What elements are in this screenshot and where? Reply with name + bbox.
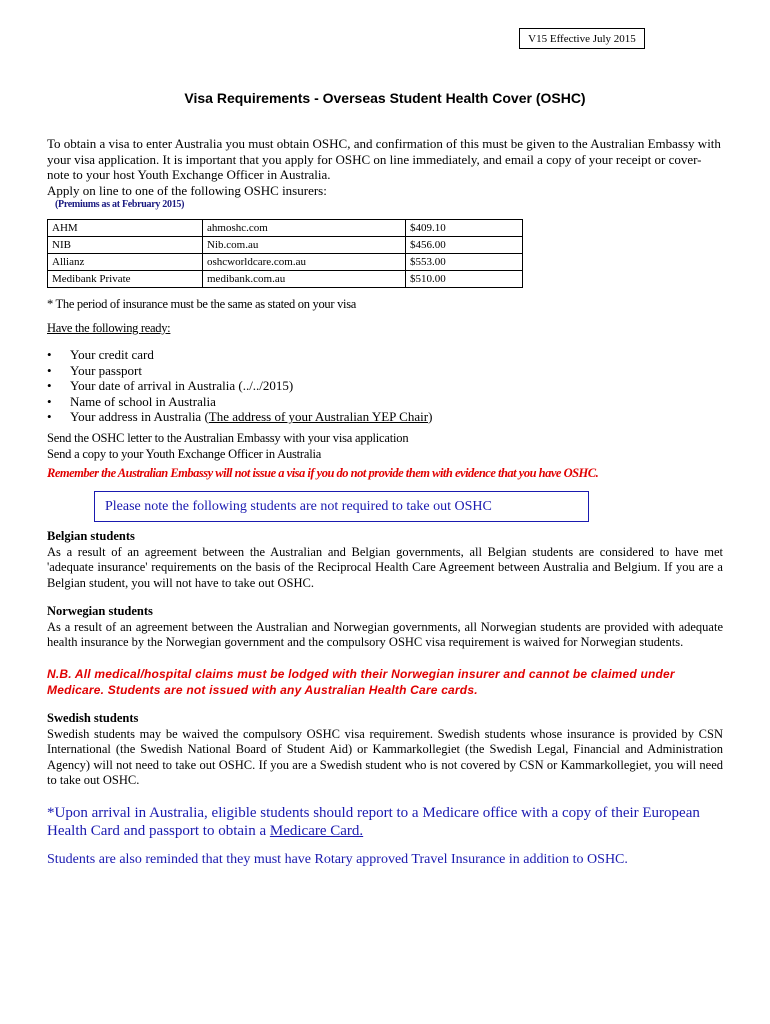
table-row <box>48 254 523 271</box>
insurer-price: $409.10 <box>406 220 523 237</box>
table-row <box>48 237 523 254</box>
upon-arrival-text: *Upon arrival in Australia, eligible students should report to a Medicare office with a copy of their European Health Card and passport to obtain a <box>47 805 700 839</box>
norwegian-text: As a result of an agreement between the Australian and Norwegian governments, all Norwegian students are provided with adequate health insurance by the Norwegian government and the compulsory OSHC visa requirement is waived for Norwegian students. <box>47 619 723 650</box>
swedish-heading: Swedish students <box>47 711 139 725</box>
belgian-section <box>47 529 723 591</box>
list-item <box>47 378 432 394</box>
insurer-name: Allianz <box>48 254 203 271</box>
insurer-site[interactable]: ahmoshc.com <box>203 220 406 237</box>
send-instructions <box>47 431 408 462</box>
page-title: Visa Requirements - Overseas Student Health Cover (OSHC) <box>184 90 586 106</box>
period-note: * The period of insurance must be the same as stated on your visa <box>47 297 357 311</box>
intro-paragraph: To obtain a visa to enter Australia you must obtain OSHC, and confirmation of this must be given to the Australian Embassy with your visa application. It is important that you apply for OSHC on line immediately, and email a copy of your receipt or cover-note to your host Youth Exchange Officer in Australia. <box>47 136 721 182</box>
norwegian-section <box>47 604 723 651</box>
yep-chair-address-link[interactable]: The address of your Australian YEP Chair <box>208 409 429 425</box>
norwegian-heading: Norwegian students <box>47 604 153 618</box>
insurer-price: $553.00 <box>406 254 523 271</box>
table-row <box>48 220 523 237</box>
insurer-price: $456.00 <box>406 237 523 254</box>
ready-list <box>47 347 432 425</box>
bullet-icon: • <box>47 378 52 394</box>
have-ready-heading: Have the following ready: <box>47 321 171 335</box>
list-item-text: ) <box>428 409 433 425</box>
insurer-site[interactable]: oshcworldcare.com.au <box>203 254 406 271</box>
insurers-table <box>47 219 523 288</box>
list-item-text: Your address in Australia ( <box>70 409 209 425</box>
upon-arrival-note <box>47 804 737 840</box>
bullet-icon: • <box>47 393 52 409</box>
insurer-name: Medibank Private <box>48 271 203 288</box>
belgian-heading: Belgian students <box>47 529 135 543</box>
insurer-price: $510.00 <box>406 271 523 288</box>
swedish-section <box>47 711 723 789</box>
bullet-icon: • <box>47 362 52 378</box>
travel-insurance-reminder: Students are also reminded that they must have Rotary approved Travel Insurance in addition to OSHC. <box>47 852 628 867</box>
medicare-card-link[interactable]: Medicare Card. <box>269 823 364 839</box>
exemption-notice-box: Please note the following students are not required to take out OSHC <box>94 491 589 522</box>
list-item-text: Your passport <box>70 362 142 378</box>
list-item <box>47 347 432 363</box>
bullet-icon: • <box>47 347 52 362</box>
table-row <box>48 271 523 288</box>
insurer-site[interactable]: Nib.com.au <box>203 237 406 254</box>
insurer-name: AHM <box>48 220 203 237</box>
premiums-note: (Premiums as at February 2015) <box>55 199 185 210</box>
send-line-embassy: Send the OSHC letter to the Australian Embassy with your visa application <box>47 431 409 445</box>
list-item-text: Your date of arrival in Australia (../../2015) <box>70 378 294 394</box>
intro-section <box>47 136 723 212</box>
belgian-text: As a result of an agreement between the Australian and Belgian governments, all Belgian students are considered to have met 'adequate insurance' requirements on the basis of the Reciprocal Health Care Agreement between Australia and Belgium. If you are a Belgian student, you will not have to take out OSHC. <box>47 544 723 590</box>
apply-line: Apply on line to one of the following OSHC insurers: <box>47 182 327 198</box>
send-line-officer: Send a copy to your Youth Exchange Officer in Australia <box>47 446 322 461</box>
swedish-text: Swedish students may be waived the compulsory OSHC visa requirement. Swedish students whose insurance is provided by CSN International (the Swedish National Board of Student Aid) or Kammarkollegiet (the Swedish Legal, Financial and Administration Agency) will not need to take out OSHC. If you are a Swedish student who is not covered by CSN or Kammarkollegiet, you will need to take out OSHC. <box>47 726 723 788</box>
list-item <box>47 409 432 425</box>
embassy-warning: Remember the Australian Embassy will not issue a visa if you do not provide them with evidence that you have OSHC. <box>47 466 599 480</box>
version-label: V15 Effective July 2015 <box>519 28 645 49</box>
list-item-text: Name of school in Australia <box>70 393 216 409</box>
list-item <box>47 363 432 379</box>
insurer-site[interactable]: medibank.com.au <box>203 271 406 288</box>
list-item-text: Your credit card <box>70 347 154 362</box>
insurer-name: NIB <box>48 237 203 254</box>
norwegian-nb-warning: N.B. All medical/hospital claims must be lodged with their Norwegian insurer and cannot be claimed under Medicare. Students are not issued with any Australian Health Care cards. <box>47 667 675 697</box>
bullet-icon: • <box>47 409 52 425</box>
list-item <box>47 394 432 410</box>
